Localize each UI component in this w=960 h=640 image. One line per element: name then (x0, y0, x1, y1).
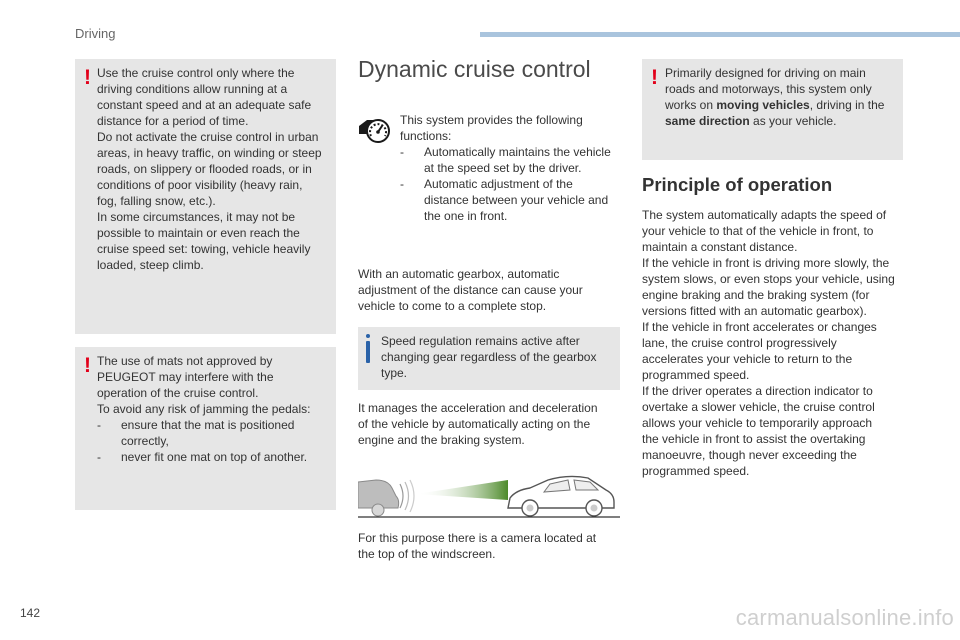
text-line: programmed speed. (642, 464, 750, 478)
section-title-principle: Principle of operation (642, 174, 833, 195)
text-line: the top of the windscreen. (358, 547, 496, 561)
info-icon (366, 341, 370, 363)
text-line: With an automatic gearbox, automatic (358, 267, 560, 281)
principle-paragraph (642, 207, 904, 479)
text-line (665, 97, 901, 113)
functions-intro (400, 112, 622, 224)
bullet-dash: - (400, 145, 404, 159)
text-line: vehicle to come to a complete stop. (358, 299, 547, 313)
text-line: lane, the cruise control progressively (642, 336, 837, 350)
bullet-item (400, 144, 622, 176)
text-line: Use the cruise control only where the (97, 66, 295, 80)
emphasis-text: moving vehicles (716, 98, 810, 112)
text-line: roads, on slippery or flooded roads, or in (97, 162, 312, 176)
text-line: distance between your vehicle and (424, 193, 609, 207)
text-line: ensure that the mat is positioned (121, 418, 295, 432)
text-line: possible to maintain or even reach the (97, 226, 300, 240)
bullet-dash: - (97, 418, 101, 432)
text-line: at the speed set by the driver. (424, 161, 582, 175)
text-line: distance for a period of time. (97, 114, 249, 128)
text-line: Do not activate the cruise control in urban (97, 130, 319, 144)
text-line: maintain a constant distance. (642, 240, 798, 254)
text-line: your vehicle to that of the vehicle in front, to (642, 224, 874, 238)
text-line: type. (381, 366, 408, 380)
radar-cars-illustration (358, 462, 620, 520)
text-line: functions: (400, 129, 452, 143)
header-bar (480, 32, 960, 37)
text-line: Automatically maintains the vehicle (424, 145, 611, 159)
text-line: Primarily designed for driving on main (665, 66, 866, 80)
text-line: In some circumstances, it may not be (97, 210, 296, 224)
bullet-item (97, 449, 333, 465)
warning-box-road-usage (642, 59, 903, 160)
text-line: If the driver operates a direction indicator to (642, 384, 873, 398)
warning-text (665, 65, 901, 129)
text-line: fog, falling snow, etc.). (97, 194, 216, 208)
text-span: as your vehicle. (749, 114, 837, 128)
text-line: engine and the braking system. (358, 433, 525, 447)
text-line: conditions of poor visibility (heavy rain, (97, 178, 303, 192)
text-line: correctly, (121, 434, 169, 448)
text-line: programmed speed. (642, 368, 750, 382)
text-line: the one in front. (424, 209, 508, 223)
text-line: system slows, or even stops your vehicle, using (642, 272, 895, 286)
warning-icon: ! (84, 354, 91, 377)
text-line: overtake a slower vehicle, the cruise control (642, 400, 875, 414)
page-title: Dynamic cruise control (358, 56, 591, 82)
bullet-dash: - (97, 450, 101, 464)
text-span: , driving in the (809, 98, 885, 112)
text-line: To avoid any risk of jamming the pedals: (97, 402, 311, 416)
text-line: It manages the acceleration and deceleration (358, 401, 598, 415)
manages-paragraph (358, 400, 620, 448)
text-line: accelerates your vehicle to return to the (642, 352, 853, 366)
text-line: This system provides the following (400, 113, 583, 127)
text-line: allows your vehicle to temporarily approach (642, 416, 873, 430)
text-line: The use of mats not approved by (97, 354, 273, 368)
text-line: PEUGEOT may interfere with the (97, 370, 274, 384)
warning-icon: ! (651, 66, 658, 89)
warning-icon: ! (84, 66, 91, 89)
text-line: roads and motorways, this system only (665, 82, 872, 96)
text-line (665, 113, 901, 129)
text-line: loaded, steep climb. (97, 258, 204, 272)
camera-paragraph (358, 530, 620, 562)
text-line: constant speed and at an adequate safe (97, 98, 312, 112)
text-line: changing gear regardless of the gearbox (381, 350, 597, 364)
info-box-speed-regulation (358, 327, 620, 390)
emphasis-text: same direction (665, 114, 750, 128)
text-line: versions fitted with an automatic gearbox). (642, 304, 867, 318)
text-line: areas, in heavy traffic, on winding or steep (97, 146, 322, 160)
text-line: Automatic adjustment of the (424, 177, 573, 191)
text-line: never fit one mat on top of another. (121, 450, 308, 464)
bullet-dash: - (400, 177, 404, 191)
text-line: cruise speed set: towing, vehicle heavily (97, 242, 311, 256)
gearbox-paragraph (358, 266, 620, 314)
text-span: works on (665, 98, 717, 112)
text-line: For this purpose there is a camera located at (358, 531, 597, 545)
text-line: manoeuvre, though never exceeding the (642, 448, 857, 462)
section-label: Driving (75, 26, 116, 41)
bullet-item (97, 417, 333, 449)
bullet-item (400, 176, 622, 224)
warning-box-cruise-usage (75, 59, 336, 334)
text-line: adjustment of the distance can cause your (358, 283, 583, 297)
text-line: Speed regulation remains active after (381, 334, 580, 348)
page-number: 142 (20, 606, 41, 620)
watermark: carmanualsonline.info (735, 605, 954, 630)
text-line: If the vehicle in front is driving more slowly, the (642, 256, 890, 270)
text-line: The system automatically adapts the speed of (642, 208, 887, 222)
cruise-control-icon (357, 112, 393, 144)
text-line: of the vehicle by automatically acting on the (358, 417, 591, 431)
text-line: driving conditions allow running at a (97, 82, 288, 96)
warning-text (97, 65, 333, 273)
text-line: If the vehicle in front accelerates or changes (642, 320, 877, 334)
text-line: operation of the cruise control. (97, 386, 259, 400)
warning-box-mats (75, 347, 336, 510)
warning-text (97, 353, 333, 465)
info-text (381, 333, 617, 381)
text-line: engine braking and the braking system (for (642, 288, 870, 302)
text-line: the vehicle in front to assist the overtaking (642, 432, 866, 446)
